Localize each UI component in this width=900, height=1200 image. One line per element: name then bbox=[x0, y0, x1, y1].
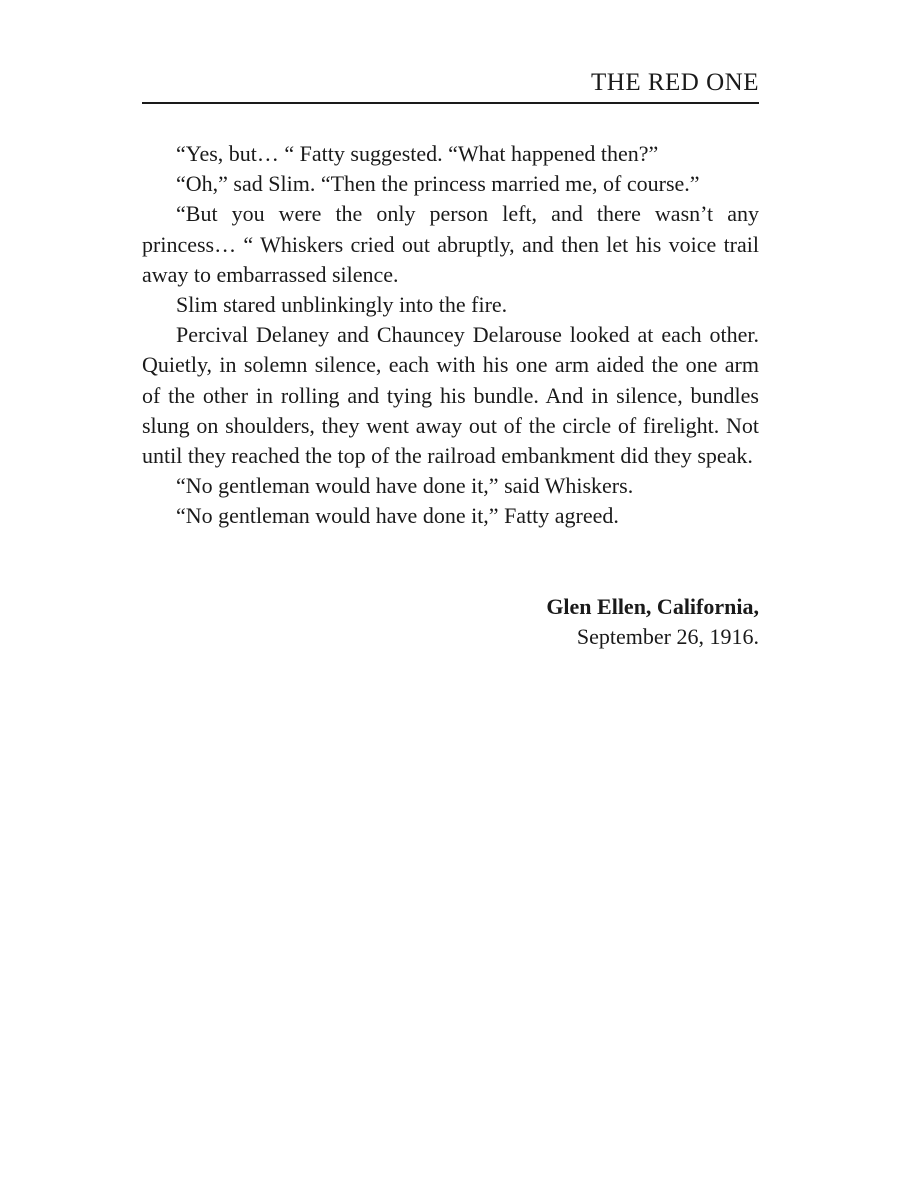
paragraph: “Oh,” sad Slim. “Then the princess married me, of course.” bbox=[176, 171, 700, 197]
paragraph: Slim stared unblinkingly into the fire. bbox=[176, 292, 508, 318]
paragraph: Percival Delaney and Chauncey Delarouse looked at each other. Quietly, in solemn silence, each with his one arm aided the one arm of the other in rolling and tying his bundle. And in silence, bundles slung on shoulders, they went away out of the circle of firelight. Not until they reached the top of the railroad embankment did they speak. bbox=[142, 322, 759, 469]
signoff-date: September 26, 1916. bbox=[576, 624, 759, 649]
signoff-place: Glen Ellen, California, bbox=[546, 594, 759, 619]
paragraph: “But you were the only person left, and there wasn’t any princess… “ Whiskers cried out abruptly, and then let his voice trail away to embarrassed silence. bbox=[142, 201, 759, 287]
running-head-title: THE RED ONE bbox=[591, 69, 759, 96]
running-head bbox=[142, 66, 759, 104]
paragraph: “Yes, but… “ Fatty suggested. “What happened then?” bbox=[176, 141, 659, 166]
signoff bbox=[142, 592, 759, 652]
body-text bbox=[142, 139, 759, 532]
paragraph: “No gentleman would have done it,” said Whiskers. bbox=[176, 473, 634, 499]
paragraph: “No gentleman would have done it,” Fatty agreed. bbox=[176, 503, 619, 529]
